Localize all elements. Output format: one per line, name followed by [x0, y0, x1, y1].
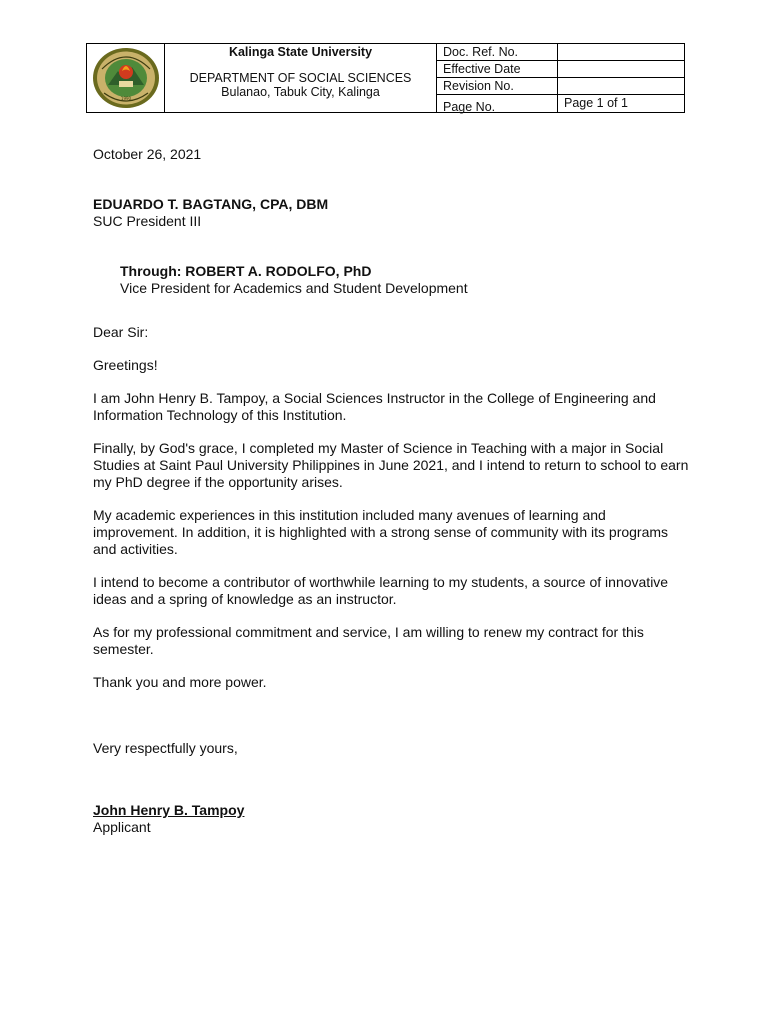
- meta-value: [558, 61, 684, 77]
- paragraph: Thank you and more power.: [93, 674, 267, 690]
- address: Bulanao, Tabuk City, Kalinga: [221, 85, 380, 99]
- university-seal-logo: [92, 47, 160, 109]
- meta-label: Effective Date: [437, 61, 558, 77]
- university-name: Kalinga State University: [228, 45, 373, 59]
- meta-row-doc-ref: [437, 44, 684, 61]
- institution-cell: [165, 44, 437, 112]
- meta-row-revision: [437, 78, 684, 95]
- logo-cell: [87, 44, 165, 112]
- meta-label: Page No.: [437, 95, 558, 112]
- signer-name: John Henry B. Tampoy: [93, 802, 245, 818]
- paragraph: My academic experiences in this institution included many avenues of learning and improvement. In addition, it is highlighted with a strong sense of community with its programs and activities.: [93, 507, 669, 557]
- document-header-table: [86, 43, 685, 113]
- meta-value: Page 1 of 1: [564, 96, 628, 110]
- paragraph: I am John Henry B. Tampoy, a Social Sciences Instructor in the College of Engineering and Information Technology of this Institution.: [93, 390, 656, 423]
- meta-value: [558, 44, 684, 60]
- department-name: DEPARTMENT OF SOCIAL SCIENCES: [189, 71, 412, 85]
- meta-row-effective-date: [437, 61, 684, 78]
- salutation: Dear Sir:: [93, 324, 149, 340]
- closing: Very respectfully yours,: [93, 740, 238, 756]
- through-title: Vice President for Academics and Student Development: [120, 280, 468, 296]
- letter-date: October 26, 2021: [93, 146, 202, 162]
- meta-value: [558, 78, 684, 94]
- paragraph: As for my professional commitment and service, I am willing to renew my contract for this semester.: [93, 624, 644, 657]
- paragraph: Finally, by God's grace, I completed my Master of Science in Teaching with a major in Social Studies at Saint Paul University Philippines in June 2021, and I intend to return to school to earn my PhD degree if the opportunity arises.: [93, 440, 689, 490]
- recipient-title: SUC President III: [93, 213, 202, 229]
- greeting: Greetings!: [93, 357, 158, 373]
- recipient-name: EDUARDO T. BAGTANG, CPA, DBM: [93, 196, 329, 212]
- through-name: Through: ROBERT A. RODOLFO, PhD: [120, 263, 372, 279]
- svg-text:1990: 1990: [120, 96, 131, 101]
- signer-title: Applicant: [93, 819, 151, 835]
- meta-label: Doc. Ref. No.: [437, 44, 558, 60]
- meta-label: Revision No.: [437, 78, 558, 94]
- meta-row-page-no: [437, 95, 684, 112]
- letter-body: [93, 146, 693, 836]
- document-meta-cell: [437, 44, 684, 112]
- paragraph: I intend to become a contributor of worthwhile learning to my students, a source of innovative ideas and a spring of knowledge as an instructor.: [93, 574, 669, 607]
